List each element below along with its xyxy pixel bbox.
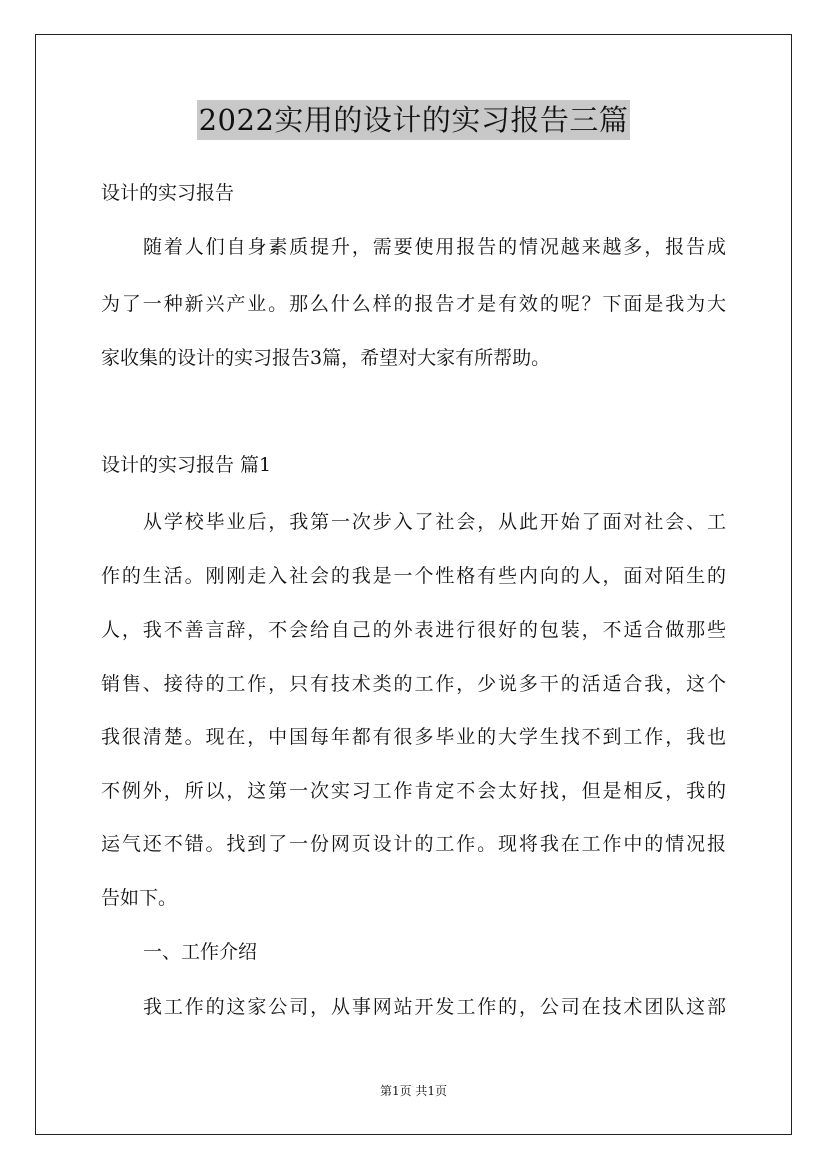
paragraph-line: 为了一种新兴产业。那么什么样的报告才是有效的呢？下面是我为大 [101,293,726,315]
paragraph-line: 我工作的这家公司，从事网站开发工作的，公司在技术团队这部 [143,996,726,1018]
page-footer: 第1页 共1页 [379,1084,448,1098]
paragraph-line: 人，我不善言辞，不会给自己的外表进行很好的包装，不适合做那些 [101,619,726,641]
section-heading: 设计的实习报告 篇1 [101,454,272,476]
paragraph-line: 家收集的设计的实习报告3篇，希望对大家有所帮助。 [101,347,551,369]
document-title: 2022实用的设计的实习报告三篇 [197,100,631,140]
paragraph-line: 随着人们自身素质提升，需要使用报告的情况越来越多，报告成 [143,236,726,258]
paragraph-line: 运气还不错。找到了一份网页设计的工作。现将我在工作中的情况报 [101,833,726,855]
paragraph-line: 销售、接待的工作，只有技术类的工作，少说多干的活适合我，这个 [101,673,726,695]
paragraph-line: 从学校毕业后，我第一次步入了社会，从此开始了面对社会、工 [143,511,726,533]
paragraph-line: 作的生活。刚刚走入社会的我是一个性格有些内向的人，面对陌生的 [101,565,726,587]
paragraph-line: 我很清楚。现在，中国每年都有很多毕业的大学生找不到工作，我也 [101,726,726,748]
title-container [0,100,827,140]
paragraph-line: 告如下。 [101,887,178,909]
paragraph-line: 不例外，所以，这第一次实习工作肯定不会太好找，但是相反，我的 [101,780,726,802]
subtitle: 设计的实习报告 [101,182,235,204]
subheading: 一、工作介绍 [143,941,258,963]
